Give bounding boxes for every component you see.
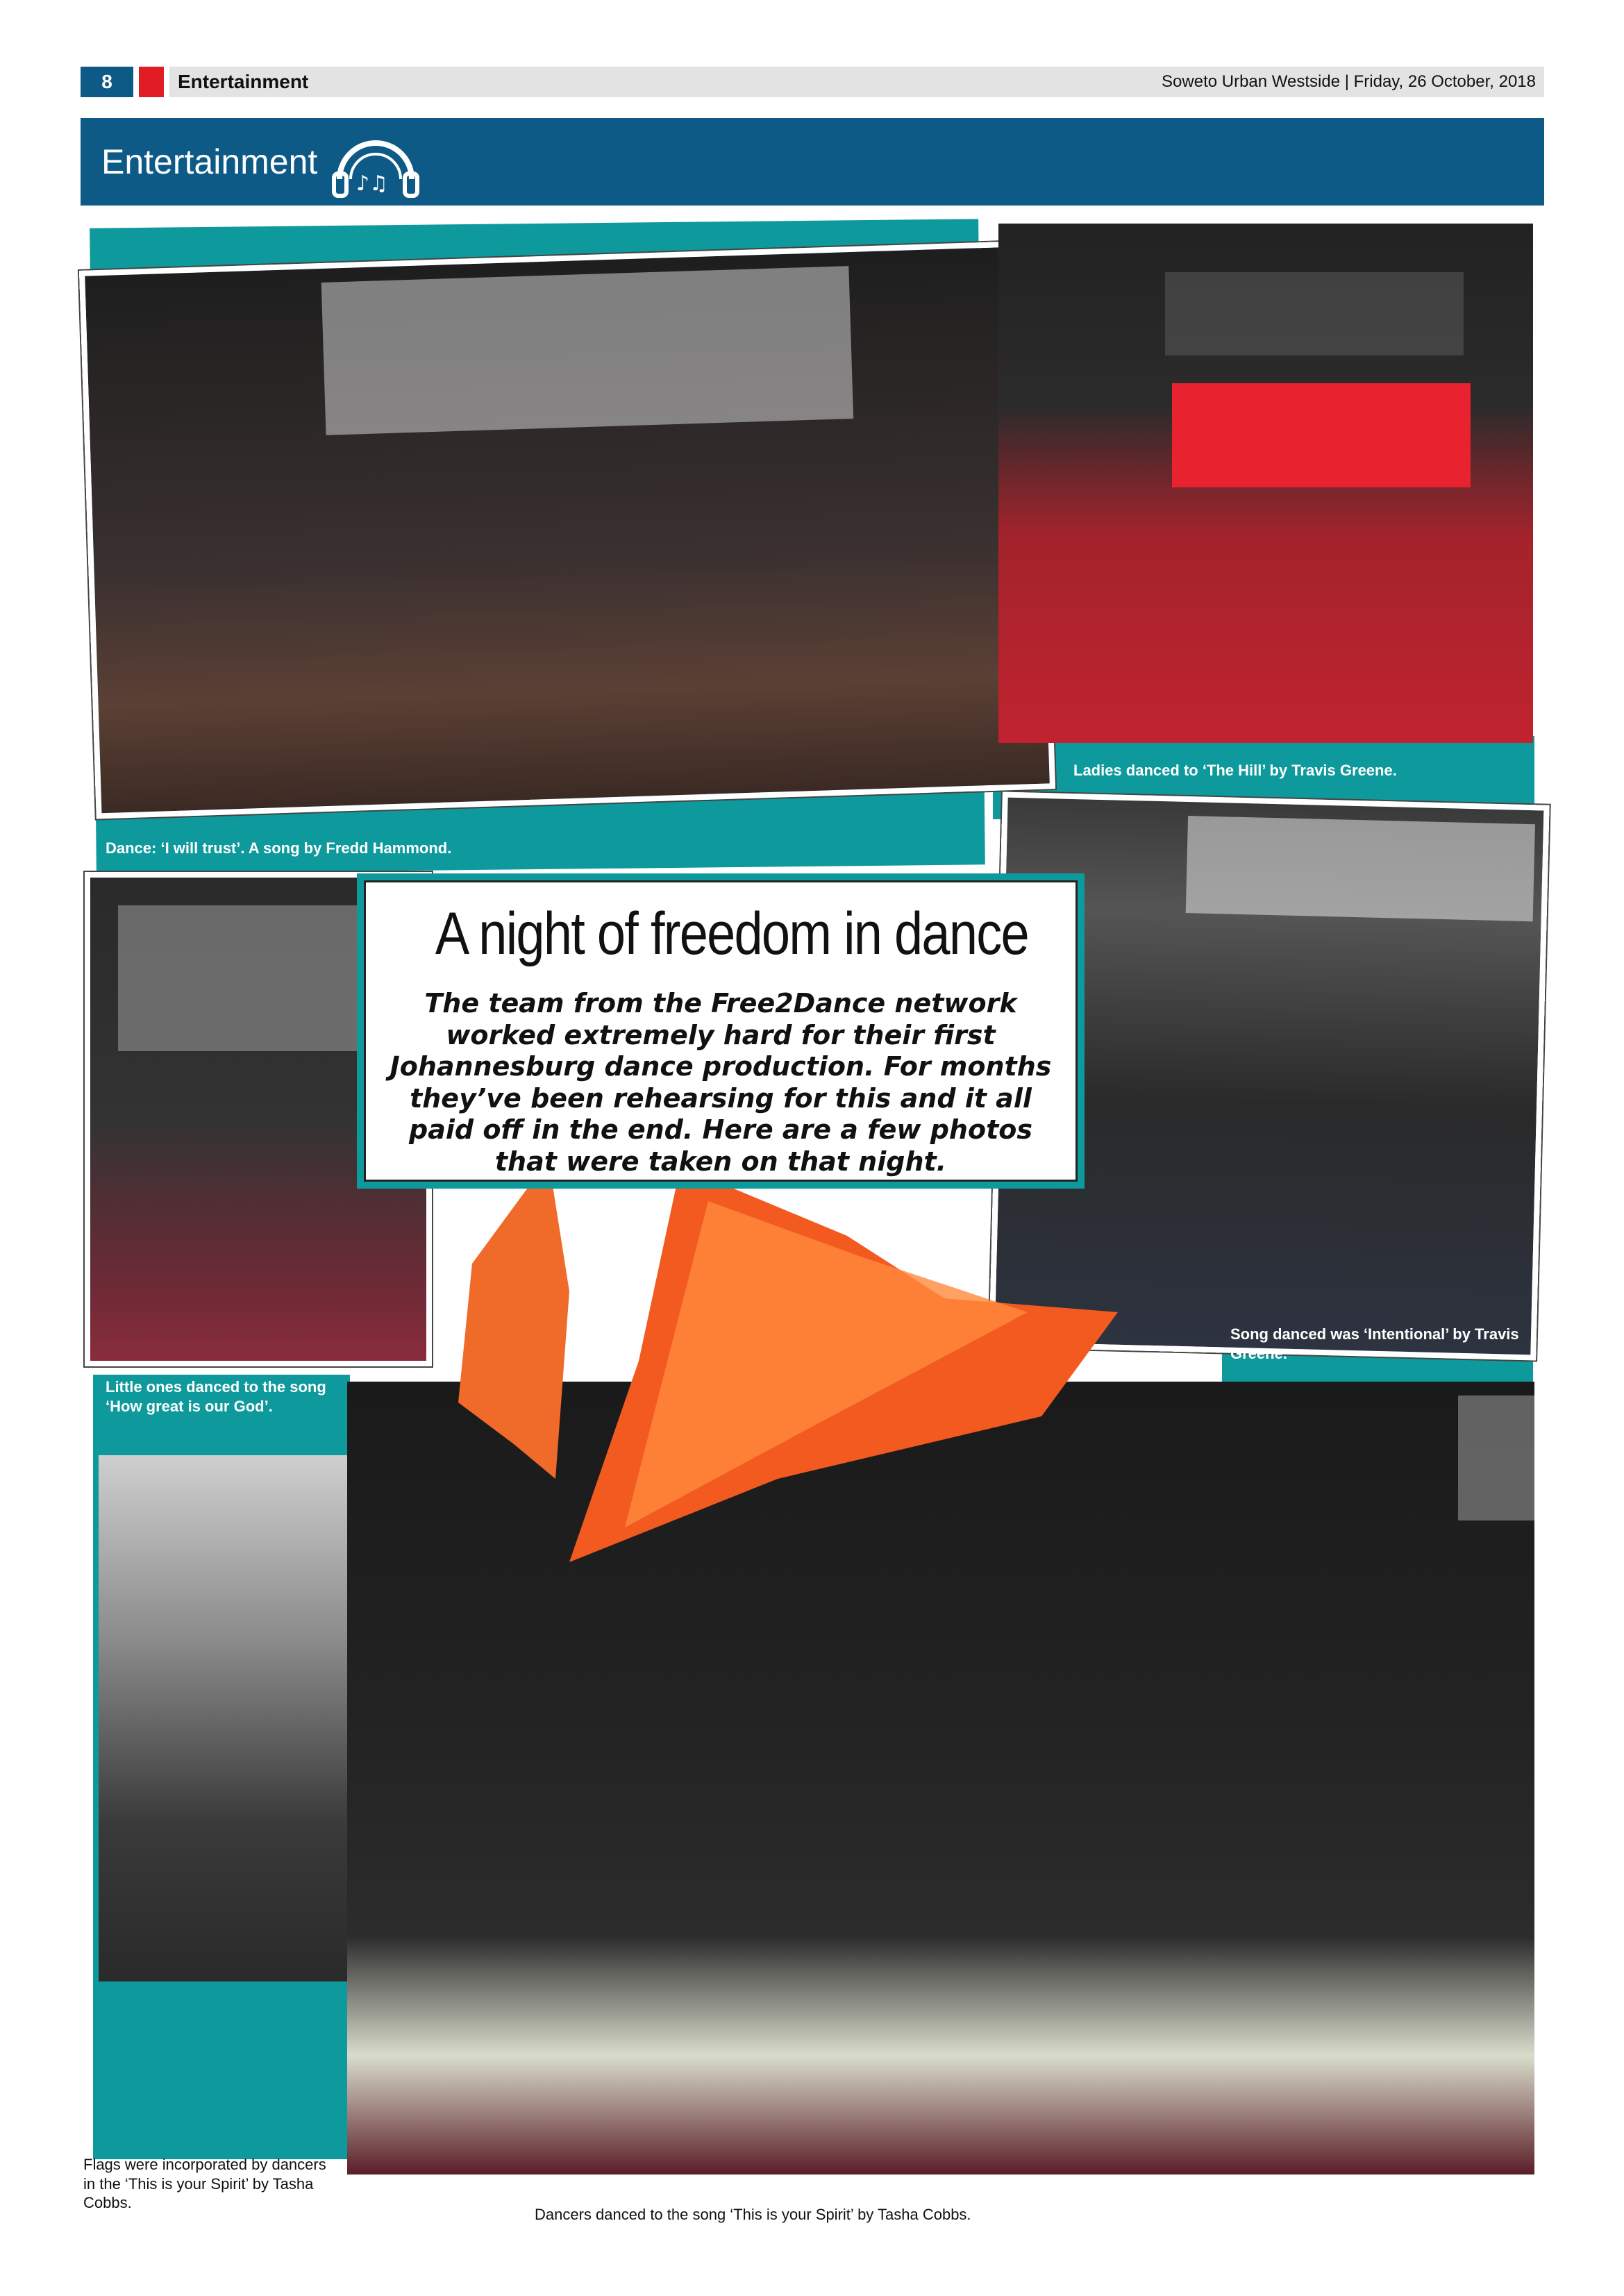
headphones-music-notes-icon [324, 124, 428, 200]
header-bar [169, 67, 1544, 97]
svg-text:♪♫: ♪♫ [356, 171, 389, 196]
caption-photo5: Flags were incorporated by dancers in the ‘This is your Spirit’ by Tasha Cobbs. [83, 2156, 326, 2211]
orange-flag-graphic [417, 1153, 1250, 1639]
caption-photo3: Little ones danced to the song ‘How great is our God’. [106, 1378, 326, 1415]
header-red-block [139, 67, 164, 97]
caption-photo1: Dance: ‘I will trust’. A song by Fredd Hammond. [106, 839, 452, 857]
headline-box [357, 873, 1085, 1189]
banner-title: Entertainment [101, 142, 318, 181]
section-label: Entertainment [178, 71, 309, 92]
page-number: 8 [81, 67, 133, 97]
photo-dance-the-hill [998, 224, 1533, 743]
caption-photo2: Ladies danced to ‘The Hill’ by Travis Greene. [1073, 762, 1397, 779]
caption-photo4: Song danced was ‘Intentional’ by Travis Greene. [1230, 1325, 1519, 1362]
section-banner [81, 118, 1544, 206]
photo-dance-i-will-trust [79, 240, 1055, 819]
article-standfirst: The team from the Free2Dance network worked extremely hard for their first Johannesburg dance production. For months they’ve been rehearsing for this and it all paid off in the end. Here are a few photos that were taken on that night. [390, 988, 1052, 1177]
article-headline: A night of freedom in dance [435, 900, 1028, 967]
caption-photo6: Dancers danced to the song ‘This is your Spirit’ by Tasha Cobbs. [535, 2206, 971, 2223]
issue-date-line: Soweto Urban Westside | Friday, 26 October, 2018 [1162, 72, 1536, 91]
photo-flag-dancers [99, 1455, 347, 1981]
